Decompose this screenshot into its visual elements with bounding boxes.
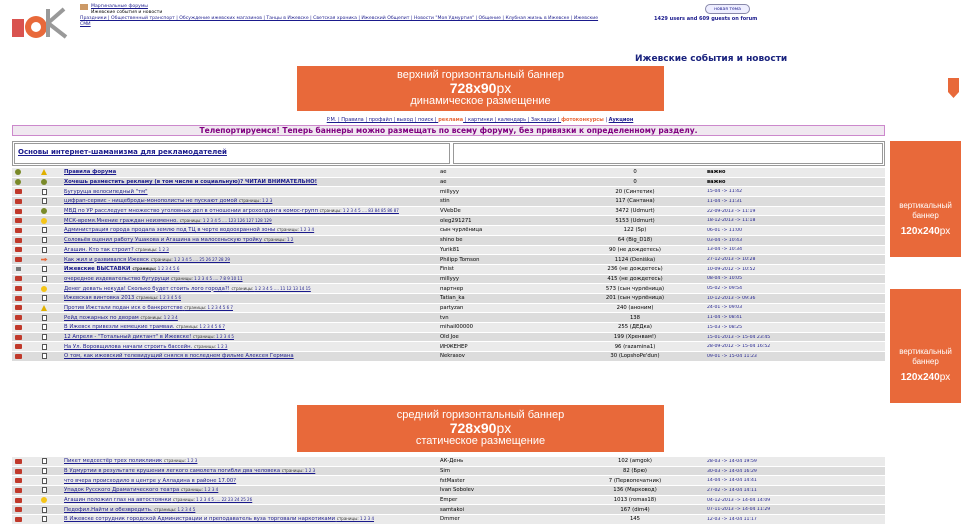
- topic-last-post[interactable]: 10-12-2013 -> 09:36: [707, 295, 756, 301]
- page-icon: [42, 315, 47, 321]
- topic-last-post[interactable]: 27-02 -> 14-04 14:11: [707, 487, 757, 493]
- topic-row: [12, 168, 885, 178]
- folder-icon: [15, 247, 22, 252]
- topic-row: [12, 284, 885, 294]
- announcement-bar[interactable]: Телепортируемся! Теперь баннеры можно размещать по всему форуму, без привязки к определенному разделу.: [12, 125, 885, 136]
- topic-pages: страницы: 1 2 3 4 5 .... 25 26 27 28 29: [150, 256, 230, 262]
- topic-last-post[interactable]: 15-04 -> 11:42: [707, 189, 743, 195]
- topic-last-post[interactable]: 24-01 -> 09:03: [707, 305, 743, 311]
- topic-replies: 0: [633, 179, 637, 186]
- site-logo[interactable]: [6, 5, 72, 41]
- gear-icon: [15, 169, 21, 175]
- folder-icon: [15, 344, 22, 349]
- topic-title-link[interactable]: Администрация города продала землю под ТЦ в черте водоохранной зоны: [64, 227, 276, 234]
- topic-title-link[interactable]: Как жил и развивался Ижевск: [64, 256, 150, 263]
- topic-replies: 167 (dim4): [620, 506, 650, 513]
- topic-author[interactable]: партнер: [440, 285, 464, 292]
- page-links[interactable]: 1 2 3 4: [360, 516, 375, 522]
- banner-size-unit: px: [939, 372, 951, 383]
- warning-icon: [41, 305, 47, 311]
- ad-section-title[interactable]: Основы интернет-шаманизма для рекламодателей: [18, 148, 227, 156]
- topic-author[interactable]: millyyy: [440, 275, 459, 282]
- nav-separator: |: [603, 117, 609, 123]
- topic-replies: 1013 (romas18): [613, 497, 657, 504]
- folder-icon: [15, 488, 22, 493]
- page-links[interactable]: 1 2: [287, 237, 294, 243]
- topic-row: [12, 275, 885, 285]
- topic-author[interactable]: mihail00000: [440, 324, 474, 331]
- page-links[interactable]: 1 2 3 4 5 6: [157, 266, 180, 272]
- topic-title-link[interactable]: На Ул. Воровщилова начали строить бассейн.: [64, 343, 193, 350]
- topic-replies: 415 (не дождетесь): [607, 275, 663, 282]
- topic-title-link[interactable]: Пикет медсестёр трех поликлиник: [64, 458, 163, 465]
- topic-title-link[interactable]: Бугуруща велосипедный "тм": [64, 188, 148, 195]
- topic-replies: 573 (сын чурлёница): [605, 285, 665, 292]
- topic-last-post[interactable]: 28-03 -> 14-04 19:59: [707, 458, 757, 464]
- topic-replies: 136 (Марковод): [613, 487, 657, 494]
- topic-title-link[interactable]: Педофил.Найти и обезвредить.: [64, 506, 153, 513]
- ad-section-empty-cell: [453, 143, 883, 164]
- folder-icon: [15, 315, 22, 320]
- banner-size-value: 120x240: [900, 226, 940, 237]
- folder-icon: [15, 218, 22, 223]
- topic-title-link[interactable]: Ижевские ВЫСТАВКИ: [64, 266, 131, 273]
- page-icon: [42, 468, 47, 474]
- topic-row: [12, 333, 885, 343]
- forum-subtitle: Ижевские события и новости: [91, 10, 163, 15]
- topic-title-link[interactable]: В Удмуртии в результате крушения легкого самолета погибли два человека: [64, 468, 281, 475]
- topic-title-link[interactable]: Рейд пожарных по дворам: [64, 314, 139, 321]
- topic-pages: страницы: 1 2 3 4 5: [154, 506, 196, 512]
- middle-horizontal-banner[interactable]: [297, 405, 664, 452]
- topic-last-post[interactable]: 15-01-2013 -> 15-04 23:45: [707, 334, 771, 340]
- topic-replies: 240 (аноним): [616, 304, 654, 311]
- vertical-banner-1[interactable]: [890, 141, 961, 257]
- topic-author[interactable]: tvn: [440, 314, 449, 321]
- topic-pages: страницы: 1 2 3 4 5 .... 11 12 13 14 15: [231, 285, 311, 291]
- topic-pages: страницы: 1 2: [263, 237, 294, 243]
- topic-replies: 1124 (Deniška): [614, 256, 656, 263]
- folder-icon: [15, 209, 22, 214]
- nav-ads-link[interactable]: реклама: [438, 117, 464, 123]
- page-links[interactable]: 1 2 3: [262, 198, 273, 204]
- topic-row: [12, 236, 885, 246]
- topic-pages: страницы: 1 2 3 4 5 .... 22 23 24 25 26: [172, 497, 253, 503]
- topic-pages: страницы: 1 2 3 4 5 6 7: [176, 324, 225, 330]
- topic-pages: страницы: 1 2 3 4 5: [192, 334, 234, 340]
- banner-title: вертикальный баннер: [899, 347, 952, 366]
- topic-replies: 117 (Сантана): [615, 198, 655, 205]
- topic-title-link[interactable]: МСК-время.Мнение граждан неизменно.: [64, 217, 178, 224]
- topic-last-post[interactable]: 12-03 -> 14-04 11:17: [707, 516, 757, 522]
- page-links[interactable]: 1 2 3: [217, 343, 228, 349]
- topic-last-post[interactable]: 11-04 -> 11:31: [707, 198, 743, 204]
- topic-author[interactable]: fstMaster: [440, 477, 465, 484]
- banner-size: [890, 227, 961, 237]
- topic-title-link[interactable]: 12 Апреля - "Тотальный диктант" в Ижевске!: [64, 334, 192, 341]
- topic-author[interactable]: partyzan: [440, 304, 464, 311]
- folder-icon: [15, 507, 22, 512]
- topic-author[interactable]: АК-День: [440, 458, 464, 465]
- category-links[interactable]: Праздники | Общественный транспорт | Обсуждение ижевских магазинов | Танцы в Ижевске | Светская хроника | Ижевский Общепит | Новости "Моя Удмуртия" | Общение | Клубная жизнь в Ижевске | Ижевские СМИ: [80, 16, 599, 27]
- folder-icon: [15, 335, 22, 340]
- site-title: Ижевские события и новости: [635, 54, 788, 64]
- topic-replies: 236 (не дождетесь): [607, 266, 663, 273]
- forum-nav: [260, 117, 700, 123]
- topic-author[interactable]: Tatian_ka: [440, 295, 465, 302]
- folder-icon: [15, 228, 22, 233]
- banner-size: [297, 422, 664, 435]
- topic-row: [12, 178, 885, 188]
- folder-icon: [15, 189, 22, 194]
- topic-row: [12, 207, 885, 217]
- topic-row: [12, 496, 885, 506]
- topic-replies: 20 (Синтетик): [615, 188, 655, 195]
- topic-title-link[interactable]: Правила форума: [64, 169, 117, 176]
- page-icon: [42, 487, 47, 493]
- topic-title-link[interactable]: Хочешь разместить рекламу (в том числе и социальную)? ЧИТАЙ ВНИМАТЕЛЬНО!: [64, 179, 318, 186]
- new-topic-label: новая тема: [714, 6, 741, 12]
- top-horizontal-banner[interactable]: [297, 66, 664, 111]
- topic-last-post[interactable]: важно: [707, 179, 726, 186]
- page-icon: [42, 237, 47, 243]
- topic-row: [12, 226, 885, 236]
- folder-icon: [15, 199, 22, 204]
- topic-replies: 201 (сын чурлёница): [605, 295, 665, 302]
- topic-title-link[interactable]: Против Ижстали подан иск о банкротстве: [64, 304, 183, 311]
- folder-icon: [15, 257, 22, 262]
- topic-replies: 0: [633, 169, 637, 176]
- topic-replies: 7 (Первопечатник): [608, 477, 662, 484]
- folder-icon: [15, 498, 22, 503]
- page-icon: [42, 478, 47, 484]
- topic-title-link[interactable]: Денег девать некуда! Сколько будет стоить лого города?!: [64, 285, 230, 292]
- topic-pages: страницы: 1 2 3 4 5 .... 7 8 9 10 11: [170, 275, 243, 281]
- topic-title-link[interactable]: очередное издевательство бугурущи: [64, 275, 170, 282]
- topic-author[interactable]: oleg291271: [440, 217, 472, 224]
- topic-pages: страницы: 1 2 3: [135, 246, 169, 252]
- arrow-icon: [41, 258, 48, 262]
- topic-last-post[interactable]: 18-12-2013 -> 11:18: [707, 218, 756, 224]
- topic-pages: страницы: 1 2 3 4 5 .... 123 126 127 128 129: [179, 217, 272, 223]
- topic-last-post[interactable]: 05-02 -> 09:54: [707, 286, 743, 292]
- banner-title: вертикальный баннер: [899, 201, 952, 220]
- topic-replies: 145: [629, 516, 641, 523]
- nav-links[interactable]: P.M. | Правила | профайл | выход | поиск |: [326, 117, 439, 123]
- topic-replies: 5153 (Udmurt): [615, 217, 655, 224]
- page-icon: [42, 458, 47, 464]
- page-links[interactable]: 1 2 3 4: [204, 487, 219, 493]
- page-links[interactable]: 1 2 3 4 5 .... 22 23 24 25 26: [196, 497, 253, 503]
- topic-replies: 122 (Sp): [623, 227, 647, 234]
- online-count: 1429 users and 609 guests on forum: [654, 16, 758, 22]
- banner-size-unit: px: [496, 420, 512, 436]
- topic-last-post[interactable]: 27-12-2013 -> 10:28: [707, 257, 756, 263]
- topic-author[interactable]: shino be: [440, 237, 463, 244]
- page-icon: [42, 247, 47, 253]
- topic-replies: 102 (amgok): [617, 458, 652, 465]
- page-links[interactable]: 1 2 3 4 5 6 7: [199, 324, 225, 330]
- topic-last-post[interactable]: 10-09-2012 -> 10:52: [707, 266, 756, 272]
- nav-photo-contest-link[interactable]: фотоконкурсы: [561, 117, 604, 123]
- topic-row: [12, 187, 885, 197]
- topic-author[interactable]: ae: [440, 179, 447, 186]
- topic-last-post[interactable]: 13-04 -> 10:34: [707, 247, 743, 253]
- page-icon: [42, 198, 47, 204]
- doc-icon: [16, 267, 21, 271]
- topic-pages: страницы: 1 2 3 4 5 .... 83 84 85 86 87: [319, 208, 399, 214]
- topic-row: [12, 323, 885, 333]
- smile-icon: [41, 497, 47, 503]
- topic-row: [12, 265, 885, 275]
- vertical-banner-2[interactable]: [890, 289, 961, 403]
- topic-replies: 255 (ДЕДка): [618, 324, 652, 331]
- topic-last-post[interactable]: 06-01 -> 11:00: [707, 227, 743, 233]
- page-icon: [42, 227, 47, 233]
- page-links[interactable]: 1 2 3 4 5 6 7: [207, 304, 233, 310]
- banner-size-value: 120x240: [900, 372, 940, 383]
- topic-replies: 64 (Big_D18): [617, 237, 653, 244]
- topic-title-link[interactable]: цифрап-сервис - нищеброды-монополисты не пускают домой: [64, 198, 238, 205]
- topic-title-link[interactable]: В Ижевск привезли немецкие трамваи.: [64, 324, 175, 331]
- topic-row: [12, 457, 885, 467]
- page-icon: [42, 189, 47, 195]
- topic-row: [12, 476, 885, 486]
- page-links[interactable]: 1 2 3 4 5 6: [159, 295, 181, 301]
- page-icon: [42, 276, 47, 282]
- gear-icon: [15, 179, 21, 185]
- folder-icon: [15, 469, 22, 474]
- folder-icon: [15, 305, 22, 310]
- topic-list-1: [12, 168, 885, 362]
- topic-title-link[interactable]: Соловьёв оценил работу Ушакова и Агашина на малосеньскую тройку: [64, 237, 263, 244]
- smile-icon: [41, 286, 47, 292]
- topic-pages: страницы: 1 2 3 4: [180, 487, 219, 493]
- topic-author[interactable]: millyyy: [440, 188, 459, 195]
- topic-replies: 82 (Брю): [622, 468, 647, 475]
- banner-size-value: 728x90: [449, 420, 497, 436]
- warning-icon: [41, 169, 47, 175]
- folder-icon: [15, 517, 22, 522]
- topic-last-post[interactable]: 22-09-2013 -> 11:19: [707, 208, 756, 214]
- topic-row: [12, 246, 885, 256]
- nav-links-2[interactable]: | картинки | календарь | Закладки |: [463, 117, 562, 123]
- banner-size: [297, 82, 664, 95]
- topic-replies: 199 (Хренвам!): [613, 334, 657, 341]
- topic-row: [12, 515, 885, 525]
- page-icon: [42, 324, 47, 330]
- topic-row: [12, 313, 885, 323]
- topic-last-post[interactable]: 11-04 -> 08:41: [707, 315, 743, 321]
- banner-title: средний горизонтальный баннер: [396, 409, 565, 421]
- page-links[interactable]: 1 2 3: [305, 468, 316, 474]
- banner-size-unit: px: [496, 80, 512, 96]
- top-links: [80, 4, 600, 28]
- banner-size-unit: px: [939, 226, 951, 237]
- page-links[interactable]: 1 2 3 4 5 .... 123 126 127 128 129: [202, 217, 272, 223]
- page-icon: [42, 507, 47, 513]
- topic-pages: страницы: 1 2 3: [281, 468, 316, 474]
- folder-icon: [15, 286, 22, 291]
- topic-author[interactable]: VVebDe: [440, 208, 461, 215]
- topic-row: [12, 467, 885, 477]
- topic-row: [12, 304, 885, 314]
- topic-title-link[interactable]: Ижевская винтовка 2013: [64, 295, 135, 302]
- topic-row: [12, 197, 885, 207]
- topic-author[interactable]: Nekrasov: [440, 353, 465, 360]
- banner-title: верхний горизонтальный баннер: [397, 69, 564, 81]
- topic-last-post[interactable]: 28-09-2012 -> 15-04 16:52: [707, 344, 771, 350]
- topic-last-post[interactable]: 14-04 -> 14-04 14:41: [707, 478, 757, 484]
- topic-row: [12, 342, 885, 352]
- page-icon: [42, 334, 47, 340]
- page-links[interactable]: 1 2 3: [158, 246, 169, 252]
- topic-pages: страницы: 1 2 3 4 5 6: [132, 266, 180, 272]
- folder-icon: [15, 478, 22, 483]
- topic-author[interactable]: Dmmer: [440, 516, 460, 523]
- topic-row: [12, 216, 885, 226]
- topic-replies: 138: [629, 314, 641, 321]
- page-links[interactable]: 1 2 3: [187, 458, 198, 464]
- page-links[interactable]: 1 2 3 4 5 .... 7 8 9 10 11: [194, 275, 243, 281]
- topic-author[interactable]: Ivan Sobolev: [440, 487, 475, 494]
- page-links[interactable]: 1 2 3 4: [300, 227, 315, 233]
- topic-row: [12, 294, 885, 304]
- page-icon: [42, 353, 47, 359]
- topic-author[interactable]: Yurik81: [440, 246, 460, 253]
- page-icon: [42, 516, 47, 522]
- topic-author[interactable]: Old Joe: [440, 334, 459, 341]
- folder-icon: [15, 354, 22, 359]
- topic-last-post[interactable]: 03-04 -> 10:43: [707, 237, 743, 243]
- nav-auction-link[interactable]: Аукцион: [608, 117, 634, 123]
- page-links[interactable]: 1 2 3 4 5 .... 83 84 85 86 87: [342, 208, 399, 214]
- page-links[interactable]: 1 2 3 4: [163, 314, 178, 320]
- folder-icon: [15, 296, 22, 301]
- topic-pages: страницы: 1 2 3 4 5 6: [136, 295, 181, 301]
- page-links[interactable]: 1 2 3 4 5 .... 11 12 13 14 15: [254, 285, 311, 291]
- topic-pages: страницы: 1 2 3 4: [140, 314, 178, 320]
- topic-author[interactable]: ИНЖЕНЕР: [440, 343, 468, 350]
- topic-last-post[interactable]: 08-04 -> 10:05: [707, 276, 743, 282]
- topic-last-post[interactable]: 04-12-2013 -> 14-04 14:09: [707, 497, 771, 503]
- page-links[interactable]: 1 2 3 4 5 .... 25 26 27 28 29: [173, 256, 230, 262]
- page-links[interactable]: 1 2 3 4 5: [177, 506, 196, 512]
- topic-row: [12, 486, 885, 496]
- scroll-arrow-icon[interactable]: [948, 78, 959, 98]
- banner-placement: статическое размещение: [415, 435, 546, 447]
- topic-last-post[interactable]: 07-11-2013 -> 14-04 11:29: [707, 507, 771, 513]
- topic-pages: страницы: 1 2 3 4: [336, 516, 375, 522]
- topic-replies: 30 (LopshoPe'dun): [610, 353, 660, 360]
- page-icon: [42, 295, 47, 301]
- topic-title-link[interactable]: В Ижевске сотрудник городской Администрации и преподаватель вуза торговали наркотиками: [64, 516, 336, 523]
- topic-last-post[interactable]: 15-03 -> 08:25: [707, 324, 743, 330]
- topic-author[interactable]: Emper: [440, 497, 458, 504]
- page-links[interactable]: 1 2 3 4 5: [216, 334, 234, 340]
- ad-section-cell: [14, 143, 450, 164]
- topic-title-link[interactable]: МВД по УР расследует множество уголовных дел в отношении агрохолдинга комос-групп: [64, 208, 318, 215]
- topic-last-post[interactable]: 30-03 -> 14-04 16:29: [707, 468, 757, 474]
- topic-title-link[interactable]: Упадок Русского Драматического театра: [64, 487, 180, 494]
- topic-pages: страницы: 1 2 3 4 5 6 7: [184, 304, 233, 310]
- topic-replies: 3472 (Udmurt): [615, 208, 655, 215]
- ad-section-header: [12, 141, 885, 166]
- topic-author[interactable]: ae: [440, 169, 447, 176]
- topic-author[interactable]: Sim: [440, 468, 450, 475]
- topic-title-link[interactable]: Агашин положил глаз на автостоянки: [64, 497, 172, 504]
- page-icon: [42, 344, 47, 350]
- smile-icon: [41, 218, 47, 224]
- pin-icon: [80, 4, 88, 10]
- forum-name-link[interactable]: Маргинальные форумы: [91, 4, 148, 9]
- topic-author[interactable]: сын чурлёница: [440, 227, 483, 234]
- topic-replies: 90 (не дождетесь): [609, 246, 661, 253]
- folder-icon: [15, 238, 22, 243]
- topic-pages: страницы: 1 2 3: [238, 198, 273, 204]
- banner-size-value: 728x90: [449, 80, 497, 96]
- topic-row: [12, 255, 885, 265]
- topic-row: [12, 352, 885, 362]
- gear-icon: [41, 179, 47, 185]
- page-icon: [42, 266, 47, 272]
- banner-placement: динамическое размещение: [410, 95, 551, 107]
- topic-pages: страницы: 1 2 3: [163, 458, 198, 464]
- topic-pages: страницы: 1 2 3 4: [276, 227, 315, 233]
- folder-icon: [15, 325, 22, 330]
- topic-replies: 96 (razamina1): [614, 343, 656, 350]
- topic-title-link[interactable]: Агашин. Кто так строит?: [64, 246, 134, 253]
- topic-pages: страницы: 1 2 3: [194, 343, 228, 349]
- folder-icon: [15, 459, 22, 464]
- folder-icon: [15, 276, 22, 281]
- topic-author[interactable]: samtakoi: [440, 506, 465, 513]
- topic-title-link[interactable]: что вчера происходило в центре у Алладина в районе 17.00?: [64, 477, 237, 484]
- topic-row: [12, 505, 885, 515]
- topic-list-2: [12, 457, 885, 525]
- topic-author[interactable]: stin: [440, 198, 450, 205]
- topic-author[interactable]: Finist: [440, 266, 454, 273]
- gear-icon: [41, 208, 47, 214]
- topic-last-post[interactable]: важно: [707, 169, 726, 176]
- banner-size: [890, 373, 961, 383]
- topic-last-post[interactable]: 09-01 -> 15-04 11:23: [707, 353, 757, 359]
- new-topic-button[interactable]: [705, 4, 750, 14]
- topic-author[interactable]: Philipp Tomson: [440, 256, 480, 263]
- topic-title-link[interactable]: О том, как ижевский телевидущий снялся в последнем фильме Алексея Германа: [64, 353, 294, 360]
